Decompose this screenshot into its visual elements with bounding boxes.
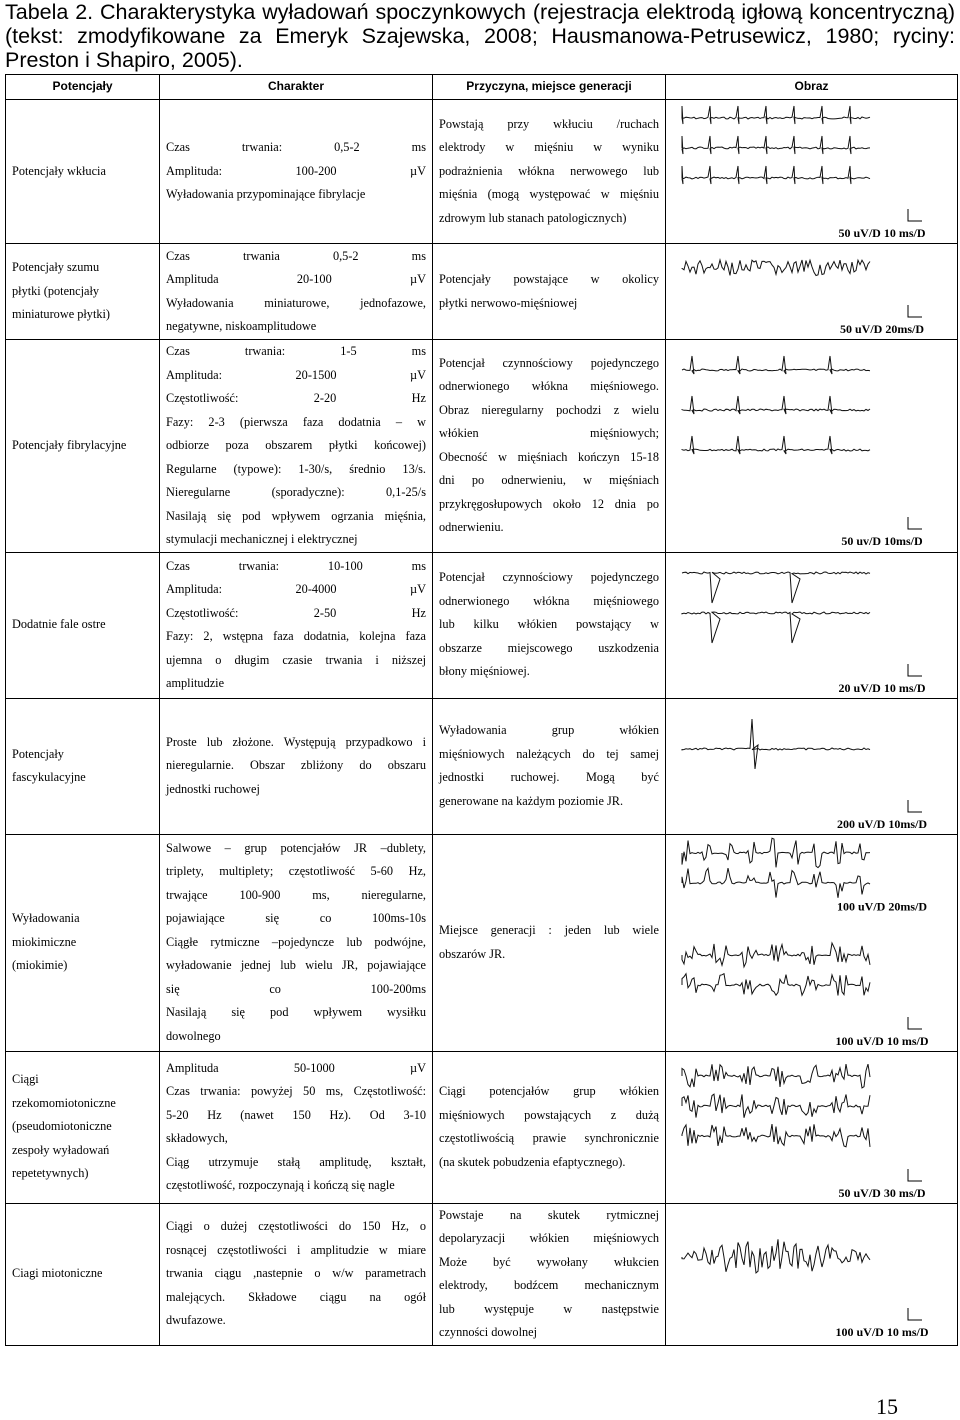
trace-line [682, 612, 870, 643]
potential-cause [433, 1203, 666, 1345]
text-line: Ciąg utrzymuje stałą amplitudę, kształt, [166, 1154, 426, 1169]
positive-sharp-wave-trace [672, 553, 960, 698]
potential-name [6, 1203, 160, 1345]
text-line: negatywne, niskoamplitudowe [166, 319, 317, 333]
potential-character [160, 340, 433, 553]
text-line: Czas trwania: 0,5-2 ms [166, 140, 426, 155]
scale-label: 50 uv/D 10ms/D [841, 534, 923, 549]
text-line: Częstotliwość: 2-50 Hz [166, 605, 426, 620]
text-line: płytki nerwowo-mięśniowej [439, 295, 578, 310]
page-number: 15 [876, 1394, 898, 1419]
text-line: czynności dowolnej [439, 1325, 538, 1339]
text-line: ujemna o długim czasie trwania i niższej [166, 652, 426, 667]
text-line: Wyładowania [12, 911, 80, 926]
text-line: Potencjały fibrylacyjne [12, 438, 127, 452]
table-row [6, 100, 958, 244]
potential-name [6, 834, 160, 1051]
fibrillation-trace [672, 340, 960, 551]
trace-line [682, 1064, 870, 1088]
text-line: Częstotliwość: 2-20 Hz [166, 391, 426, 405]
text-line: Ciągłe rytmiczne –pojedyncze lub podwójne, [166, 934, 426, 949]
trace-line [682, 868, 870, 898]
potential-character [160, 244, 433, 340]
table-row [6, 698, 958, 834]
text-line: mięśniowych należących do tej samej [439, 746, 659, 761]
text-line: odbiorze poza obszarem płytki końcowej) [166, 438, 426, 452]
text-line: Fazy: 2-3 (pierwsza faza dodatnia – w [166, 414, 426, 429]
scale-bar-icon [908, 517, 922, 529]
insertion-potential-trace [672, 100, 960, 243]
text-line: elektrody w mięśniu w wyniku [439, 140, 659, 155]
text-line: amplitudzie [166, 676, 225, 690]
trace-line [682, 166, 870, 184]
text-line: Czas trwania: 10-100 ms [166, 558, 426, 573]
potential-cause [433, 1051, 666, 1203]
potential-image [666, 834, 958, 1051]
potential-cause [433, 834, 666, 1051]
text-line: 5-20 Hz (nawet 150 Hz). Od 3-10 [166, 1107, 426, 1122]
scale-bar-icon [908, 1169, 922, 1181]
text-line: (miokimie) [12, 958, 68, 973]
myotonic-trace [672, 1207, 960, 1342]
text-line: Amplituda 50-1000 µV [166, 1060, 426, 1075]
scale-label: 20 uV/D 10 ms/D [838, 680, 926, 695]
text-line: Może być wywołany włukcien [439, 1254, 659, 1269]
text-line: mięśnia (mogą występować w mięśniu [439, 187, 659, 202]
text-line: Czas trwania: 1-5 ms [166, 344, 426, 358]
text-line: dwufazowe. [166, 1313, 226, 1328]
potential-cause [433, 698, 666, 834]
scale-label: 100 uV/D 10 ms/D [835, 1033, 929, 1048]
text-line: Wyładowania grup włókien [439, 723, 659, 737]
potential-name [6, 244, 160, 340]
trace-line [682, 260, 870, 276]
text-line: rzekomomiotoniczne [12, 1095, 116, 1110]
potential-cause [433, 340, 666, 553]
text-line: Amplituda 20-100 µV [166, 272, 426, 286]
text-line: generowane na każdym poziomie JR. [439, 793, 624, 808]
potential-image [666, 100, 958, 244]
text-line: błony mięśniowej. [439, 664, 530, 679]
text-line: Potencjały powstające w okolicy [439, 272, 659, 286]
header-character: Charakter [160, 75, 433, 100]
text-line: Potencjał czynnościowy pojedynczego [439, 355, 659, 370]
text-line: miokimiczne [12, 934, 77, 949]
text-line: Ciągi o dużej częstotliwości do 150 Hz, o [166, 1219, 426, 1234]
text-line: obszarów JR. [439, 946, 506, 961]
table-caption: Tabela 2. Charakterystyka wyładowań spoczynkowych (rejestracja elektrodą igłową koncentryczną) (tekst: zmodyfikowane za Emeryk Szajewska, 2008; Hausmanowa-Petrusewicz, 1980; ryciny: Preston i Shapiro, 2005). [5, 0, 955, 72]
trace-line [682, 838, 870, 867]
text-line: triplety, multiplety; częstotliwość 5-60 Hz, [166, 864, 426, 879]
text-line: Amplituda: 100-200 µV [166, 163, 426, 178]
text-line: trwające 100-900 ms, nieregularne, [166, 887, 426, 902]
text-line: Nieregularne (sporadyczne): 0,1-25/s [166, 485, 426, 499]
text-line: fascykulacyjne [12, 770, 86, 784]
scale-bar-icon [908, 664, 922, 676]
scale-label: 200 uV/D 10ms/D [836, 816, 928, 831]
header-potentials: Potencjały [6, 75, 160, 100]
text-line: jednostki ruchowej. Mogą być [439, 770, 659, 784]
potential-character [160, 552, 433, 698]
text-line: lub kilku włókien powstający w [439, 617, 659, 632]
potential-name [6, 698, 160, 834]
text-line: Proste lub złożone. Występują przypadkowo i [166, 734, 426, 749]
text-line: Czas trwania 0,5-2 ms [166, 248, 426, 263]
trace-line [682, 572, 870, 603]
trace-line [682, 1239, 870, 1273]
text-line: włókien mięśniowych; [439, 426, 659, 441]
trace-line [682, 356, 870, 374]
text-line: Ciagi miotoniczne [12, 1266, 103, 1281]
text-line: Amplituda: 20-4000 µV [166, 582, 426, 596]
text-line: miniaturowe płytki) [12, 307, 111, 322]
text-line: (na skutek pobudzenia efaptycznego). [439, 1154, 626, 1169]
potential-name [6, 340, 160, 553]
text-line: mięśniowych powstających z dużą [439, 1107, 659, 1122]
text-line: Potencjały wkłucia [12, 163, 106, 178]
scale-label: 50 uV/D 30 ms/D [838, 1185, 926, 1200]
text-line: przykręgosłupowych około 12 dnia po [439, 496, 659, 511]
text-line: Obecność w mięśniach kończyn 15-18 [439, 449, 659, 464]
text-line: odnerwionego włókna mięśniowego. [439, 379, 659, 394]
trace-line [682, 943, 870, 967]
table-row [6, 1051, 958, 1203]
text-line: Czas trwania: powyżej 50 ms, Częstotliwość: [166, 1084, 426, 1098]
text-line: Regularne (typowe): 1-30/s, średnio 13/s. [166, 461, 426, 476]
text-line: Dodatnie fale ostre [12, 617, 106, 632]
potential-name [6, 1051, 160, 1203]
characteristics-table [5, 74, 958, 1346]
scale-label: 100 uV/D 10 ms/D [835, 1324, 929, 1339]
text-line: odnerwieniu. [439, 520, 504, 535]
myokymic-trace [672, 835, 960, 1051]
scale-bar-icon [908, 1017, 922, 1029]
table-row [6, 552, 958, 698]
potential-image [666, 340, 958, 553]
header-image: Obraz [666, 75, 958, 100]
scale-bar-icon [908, 800, 922, 812]
potential-name [6, 100, 160, 244]
potential-character [160, 834, 433, 1051]
text-line: depolaryzacji włókien mięśniowych [439, 1231, 659, 1245]
header-cause: Przyczyna, miejsce generacji [433, 75, 666, 100]
table-row [6, 244, 958, 340]
potential-name [6, 552, 160, 698]
table-row [6, 1203, 958, 1345]
text-line: Potencjały [12, 746, 64, 761]
potential-cause [433, 100, 666, 244]
text-line: Salwowe – grup potencjałów JR –dublety, [166, 840, 426, 855]
text-line: Nasilają się pod wpływem wysiłku [166, 1005, 426, 1020]
fasciculation-trace [672, 699, 960, 834]
text-line: obszarze miejscowego uszkodzenia [439, 640, 659, 655]
table-row [6, 340, 958, 553]
scale-bar-icon [908, 209, 922, 221]
text-line: Potencjał czynnościowy pojedynczego [439, 570, 659, 585]
text-line: Powstają przy wkłuciu /ruchach [439, 116, 659, 131]
text-line: Powstaje na skutek rytmicznej [439, 1207, 659, 1222]
text-line: malejących. Składowe ciągu na ogół [166, 1289, 426, 1304]
text-line: stymulacji mechanicznej i elektrycznej [166, 532, 358, 546]
potential-character [160, 1203, 433, 1345]
text-line: Amplituda: 20-1500 µV [166, 367, 426, 382]
text-line: się co 100-200ms [166, 981, 426, 996]
trace-line [682, 1124, 870, 1147]
text-line: zespoły wyładowań [12, 1142, 110, 1157]
text-line: (pseudomiotoniczne [12, 1119, 112, 1134]
scale-label-secondary: 100 uV/D 20ms/D [836, 899, 928, 914]
text-line: składowych, [166, 1131, 228, 1145]
text-line: wyładowanie jednej lub wielu JR, pojawiające [166, 958, 426, 973]
text-line: Ciągi potencjałów grup włókien [439, 1084, 659, 1098]
scale-label: 50 uV/D 20ms/D [839, 322, 925, 336]
trace-line [682, 396, 870, 414]
text-line: pojawiające się co 100ms-10s [166, 911, 426, 926]
text-line: Fazy: 2, wstępna faza dodatnia, kolejna faza [166, 629, 426, 643]
scale-label: 50 uV/D 10 ms/D [838, 226, 926, 240]
text-line: nieregularnie. Obszar zbliżony do obszaru [166, 758, 426, 773]
endplate-noise-trace [672, 244, 960, 339]
potential-character [160, 1051, 433, 1203]
text-line: Potencjały szumu [12, 260, 100, 275]
potential-image [666, 1203, 958, 1345]
text-line: płytki (potencjały [12, 283, 100, 298]
potential-image [666, 698, 958, 834]
text-line: jednostki ruchowej [166, 781, 260, 796]
trace-line [682, 1094, 870, 1118]
trace-line [682, 973, 870, 995]
trace-line [682, 136, 870, 154]
complex-repetitive-trace [672, 1052, 960, 1203]
potential-image [666, 244, 958, 340]
text-line: Miejsce generacji : jeden lub wiele [439, 923, 659, 937]
potential-character [160, 698, 433, 834]
text-line: częstotliwością prawie synchronicznie [439, 1131, 659, 1145]
scale-bar-icon [908, 305, 922, 317]
text-line: podrażnienia włókna nerwowego lub [439, 163, 659, 178]
table-row [6, 834, 958, 1051]
text-line: Ciągi [12, 1072, 39, 1087]
text-line: Wyładowania miniaturowe, jednofazowe, [166, 295, 426, 310]
text-line: rosnącej częstotliwości i amplitudzie w miare [166, 1242, 426, 1257]
trace-line [682, 436, 870, 454]
text-line: zdrowym lub stanach patologicznych) [439, 210, 627, 225]
potential-character [160, 100, 433, 244]
trace-line [682, 719, 870, 769]
text-line: dni po odnerwieniu, w mięśniach [439, 473, 659, 488]
trace-line [682, 106, 870, 124]
text-line: elektrody, bodźcem mechanicznym [439, 1278, 659, 1292]
potential-image [666, 1051, 958, 1203]
text-line: odnerwionego włókna mięśniowego [439, 593, 659, 608]
text-line: repetetywnych) [12, 1166, 89, 1181]
potential-image [666, 552, 958, 698]
text-line: Nasilają się pod wpływem ogrzania mięśnia, [166, 508, 426, 523]
text-line: trwania ciągu ,nastepnie o w/w parametrach [166, 1266, 426, 1281]
potential-cause [433, 552, 666, 698]
scale-bar-icon [908, 1308, 922, 1320]
text-line: Obraz nieregularny pochodzi z wielu [439, 402, 659, 417]
potential-cause [433, 244, 666, 340]
text-line: częstotliwość, rozpoczynają i kończą się nagle [166, 1178, 395, 1192]
text-line: dowolnego [166, 1028, 221, 1043]
text-line: lub występuje w następstwie [439, 1301, 659, 1316]
table-header-row [6, 75, 958, 100]
text-line: Wyładowania przypominające fibrylacje [166, 187, 366, 202]
